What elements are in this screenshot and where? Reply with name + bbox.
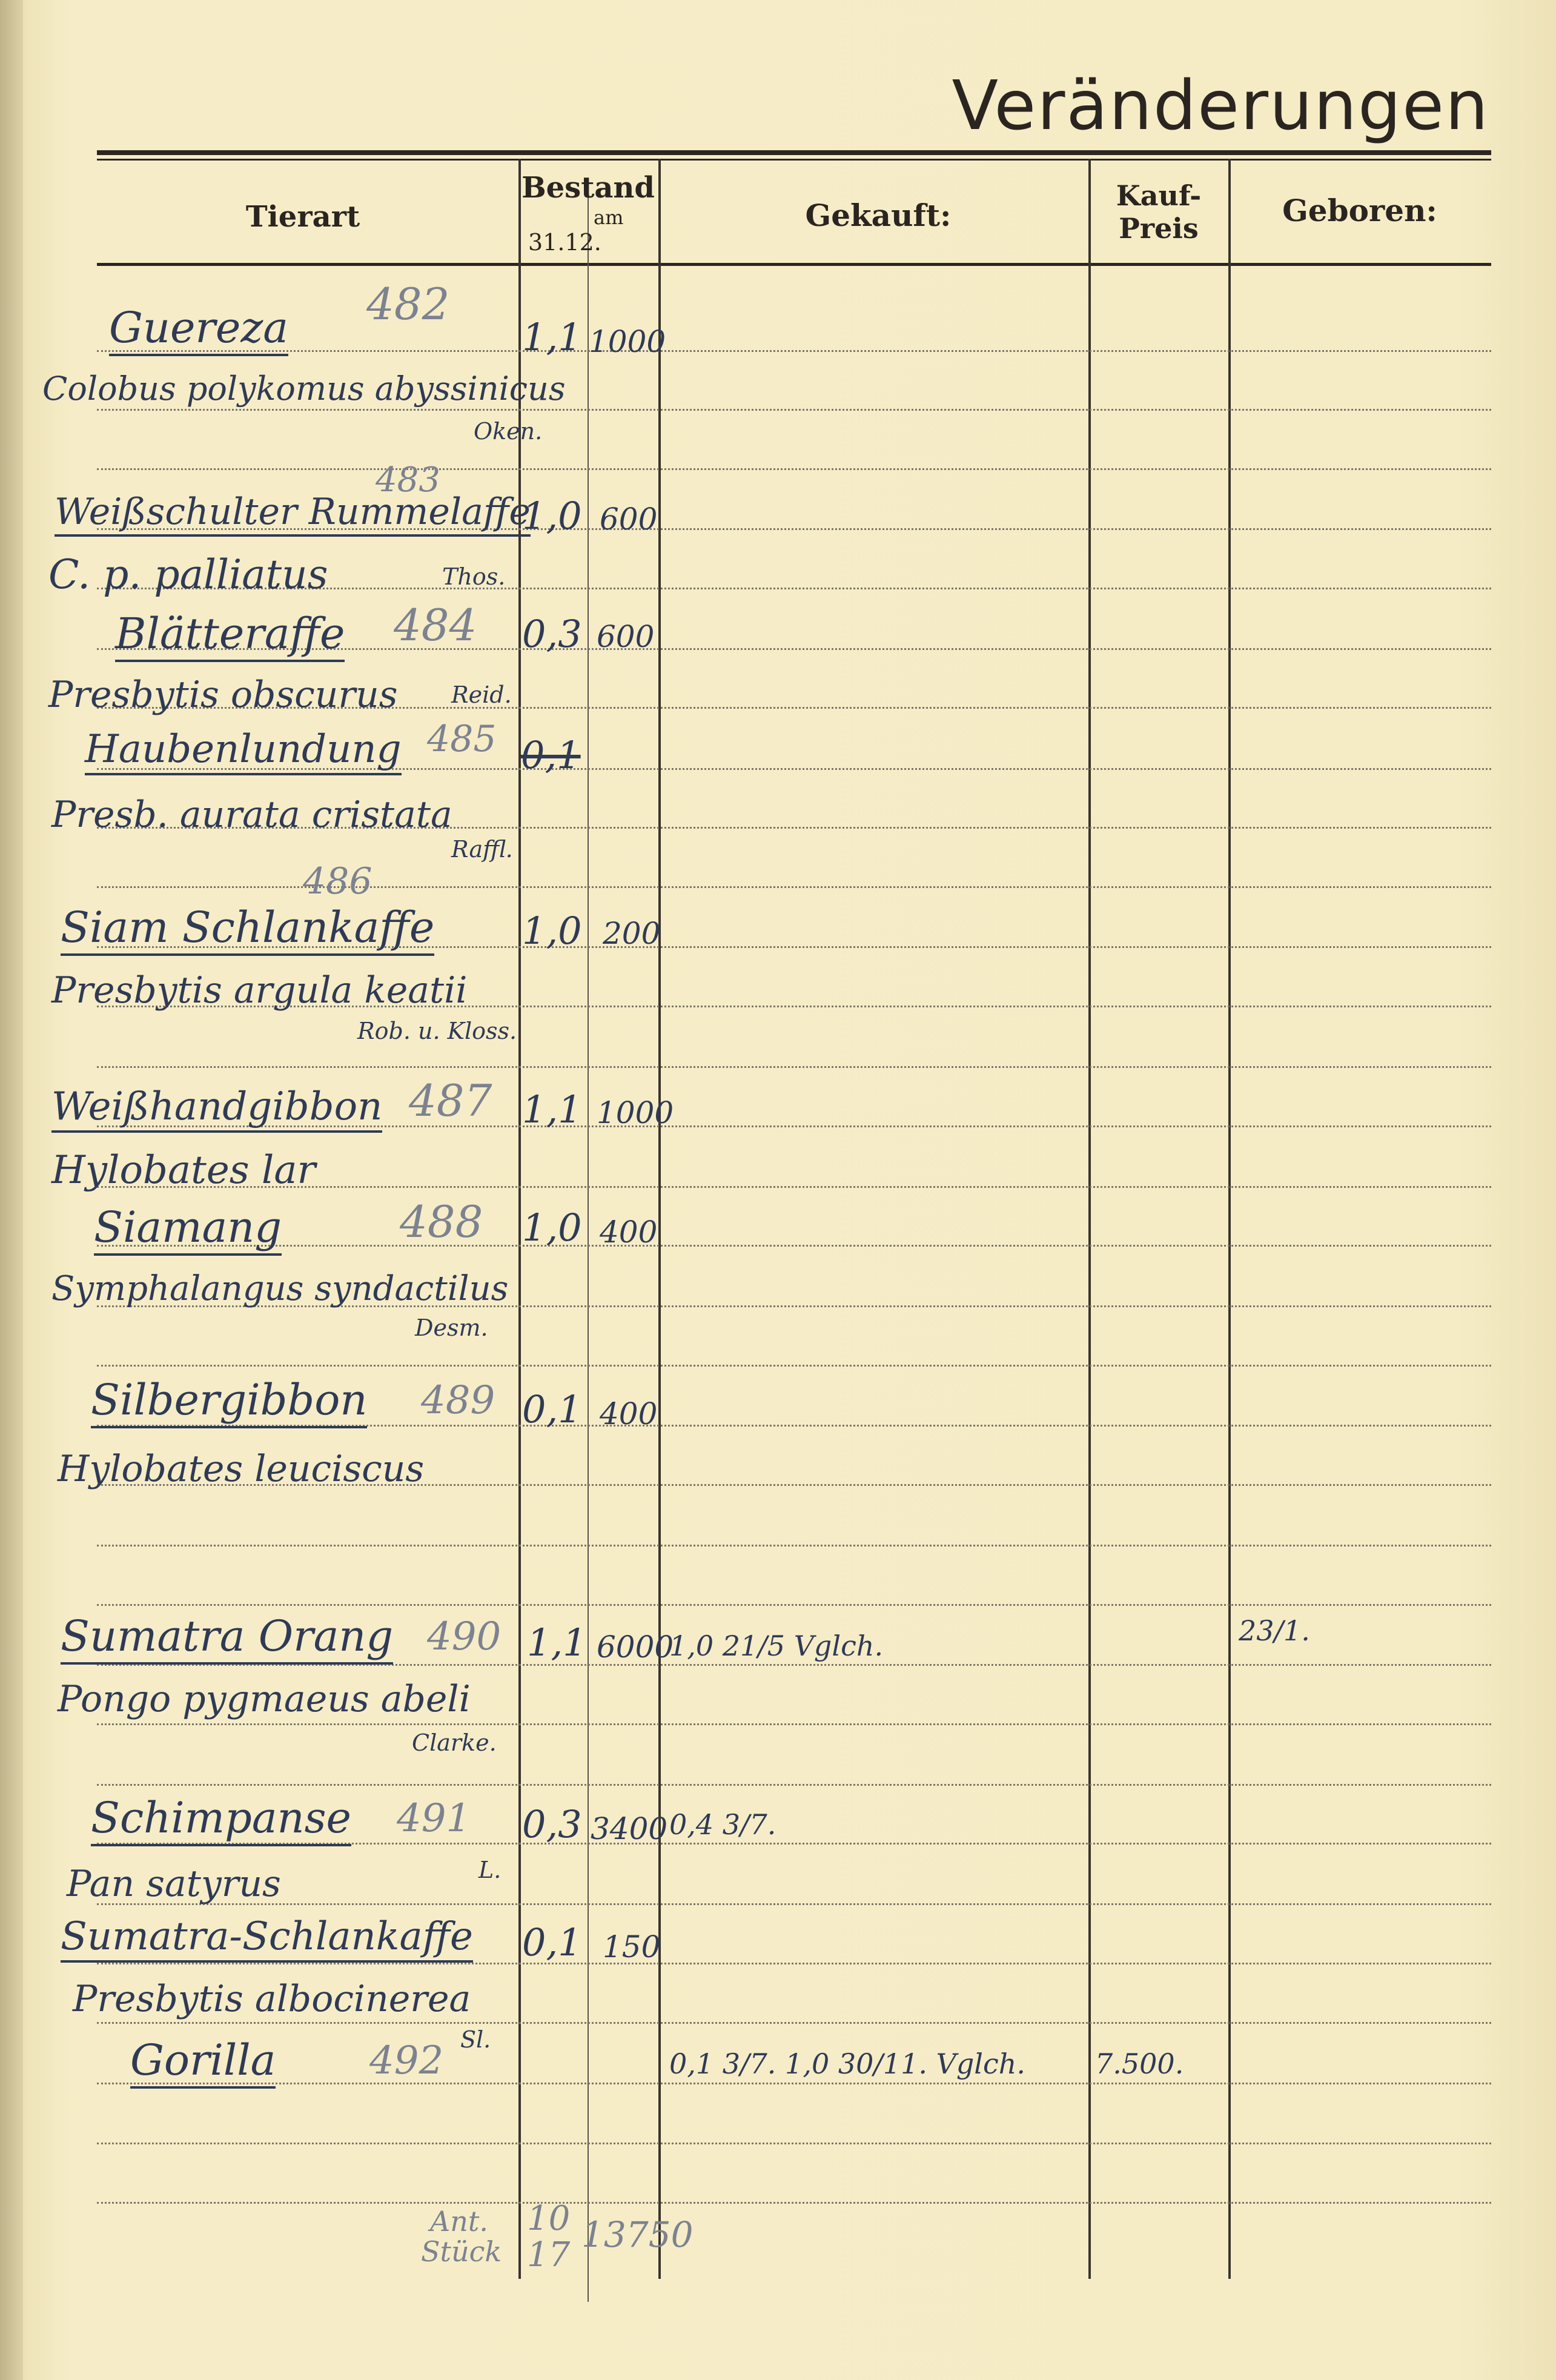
header-kaufpreis-1: Kauf- xyxy=(1116,179,1202,212)
entry-count: 1,1 xyxy=(522,1087,582,1132)
row-line xyxy=(97,1604,1491,1606)
row-line xyxy=(97,2022,1491,2024)
row-line xyxy=(97,350,1491,352)
row-line xyxy=(97,1784,1491,1786)
entry-name: Gorilla xyxy=(130,2035,276,2089)
header-top-rule xyxy=(97,150,1491,155)
entry-number: 491 xyxy=(397,1796,471,1841)
total-label-1: Ant. xyxy=(430,2205,488,2238)
entry-number: 485 xyxy=(427,718,497,760)
header-tierart: Tierart xyxy=(245,200,360,234)
entry-scientific-name: Colobus polykomus abyssinicus xyxy=(42,370,566,408)
entry-name: Siam Schlankaffe xyxy=(61,903,434,956)
entry-count: 1,1 xyxy=(522,315,582,359)
entry-gekauft: 0,1 3/7. 1,0 30/11. Vglch. xyxy=(669,2047,1026,2080)
entry-value: 400 xyxy=(600,1215,658,1250)
total-label-2: Stück xyxy=(421,2235,502,2268)
entry-geboren: 23/1. xyxy=(1239,1614,1310,1647)
entry-author: Sl. xyxy=(460,2026,491,2053)
entry-number: 490 xyxy=(427,1614,502,1659)
entry-name: Haubenlundung xyxy=(85,727,402,775)
col-line-tierart xyxy=(518,159,521,2279)
entry-number: 488 xyxy=(400,1196,483,1247)
entry-name: Guereza xyxy=(109,303,288,356)
entry-author: Reid. xyxy=(451,681,512,708)
entry-name: Weißschulter Rummelaffe xyxy=(55,491,531,537)
page-title: Veränderungen xyxy=(952,67,1489,145)
entry-name: Schimpanse xyxy=(91,1793,351,1846)
entry-count: 0,1 xyxy=(521,733,581,777)
entry-name: Silbergibbon xyxy=(91,1375,367,1428)
row-line xyxy=(97,1963,1491,1964)
col-line-kaufpreis xyxy=(1228,159,1231,2279)
book-binding xyxy=(0,0,23,2380)
col-line-bestand-mid xyxy=(588,182,589,2302)
entry-count: 1,0 xyxy=(522,1205,582,1250)
entry-scientific-name: Pongo pygmaeus abeli xyxy=(58,1678,471,1720)
entry-number: 492 xyxy=(369,2038,444,2083)
entry-number: 482 xyxy=(366,279,450,330)
row-line xyxy=(97,1545,1491,1546)
entry-count: 1,0 xyxy=(522,494,582,538)
entry-count: 0,1 xyxy=(522,1387,582,1431)
header-top-rule-2 xyxy=(97,159,1491,161)
entry-gekauft: 1,0 21/5 Vglch. xyxy=(669,1629,884,1662)
entry-value: 600 xyxy=(600,502,658,537)
entry-author: Desm. xyxy=(415,1314,488,1341)
entry-name: Siamang xyxy=(94,1202,282,1256)
total-count-1: 10 xyxy=(527,2199,571,2238)
entry-scientific-name: C. p. palliatus xyxy=(48,551,328,598)
entry-author: Rob. u. Kloss. xyxy=(357,1018,517,1044)
header-gekauft: Gekauft: xyxy=(805,197,952,233)
entry-author: L. xyxy=(478,1857,502,1883)
entry-scientific-name: Presbytis argula keatii xyxy=(51,969,468,1012)
entry-number: 483 xyxy=(376,460,440,500)
entry-count: 1,0 xyxy=(522,909,582,953)
row-line xyxy=(97,2202,1491,2204)
entry-number: 489 xyxy=(421,1378,495,1423)
entry-author: Clarke. xyxy=(412,1729,497,1756)
col-line-gekauft xyxy=(1088,159,1091,2279)
entry-name: Weißhandgibbon xyxy=(51,1084,382,1133)
entry-scientific-name: Presbytis obscurus xyxy=(48,674,398,716)
entry-name: Blätteraffe xyxy=(115,609,345,662)
row-line xyxy=(97,2143,1491,2144)
entry-value: 150 xyxy=(603,1929,661,1964)
entry-scientific-name: Presbytis albocinerea xyxy=(73,1978,471,2020)
row-line xyxy=(97,468,1491,470)
header-kaufpreis-2: Preis xyxy=(1119,212,1199,245)
entry-scientific-name: Pan satyrus xyxy=(67,1863,281,1905)
entry-count: 0,3 xyxy=(522,1802,582,1846)
total-count-2: 17 xyxy=(527,2235,571,2275)
header-geboren: Geboren: xyxy=(1282,193,1437,228)
row-line xyxy=(97,1365,1491,1367)
header-bestand: Bestand xyxy=(521,171,655,205)
entry-number: 484 xyxy=(394,600,477,651)
entry-scientific-name: Hylobates leuciscus xyxy=(58,1448,425,1490)
entry-value: 1000 xyxy=(589,324,666,359)
entry-author: Oken. xyxy=(474,418,543,445)
row-line xyxy=(97,1903,1491,1905)
row-line xyxy=(97,1245,1491,1247)
entry-count: 1,1 xyxy=(527,1620,587,1665)
total-value: 13750 xyxy=(581,2214,694,2255)
entry-gekauft: 0,4 3/7. xyxy=(669,1808,776,1841)
entry-name: Sumatra-Schlankaffe xyxy=(61,1914,473,1963)
entry-value: 200 xyxy=(603,916,661,951)
entry-number: 487 xyxy=(409,1075,492,1126)
row-line xyxy=(97,409,1491,411)
entry-number: 486 xyxy=(303,860,372,903)
entry-name: Sumatra Orang xyxy=(61,1611,393,1665)
header-bestand-date: 31.12. xyxy=(528,229,601,256)
entry-scientific-name: Hylobates lar xyxy=(51,1148,316,1193)
entry-author: Raffl. xyxy=(451,836,513,863)
entry-value: 3400 xyxy=(591,1811,668,1846)
entry-value: 1000 xyxy=(597,1095,674,1130)
row-line xyxy=(97,2083,1491,2084)
entry-value: 400 xyxy=(600,1396,658,1431)
entry-value: 6000 xyxy=(597,1629,674,1665)
entry-kaufpreis: 7.500. xyxy=(1095,2047,1184,2080)
header-bottom-rule xyxy=(97,263,1491,266)
row-line xyxy=(97,1066,1491,1068)
entry-author: Thos. xyxy=(442,563,506,590)
entry-count: 0,3 xyxy=(522,612,582,656)
entry-value: 600 xyxy=(597,619,655,654)
row-line xyxy=(97,1723,1491,1725)
entry-scientific-name: Presb. aurata cristata xyxy=(51,794,452,836)
entry-scientific-name: Symphalangus syndactilus xyxy=(51,1269,509,1308)
entry-count: 0,1 xyxy=(522,1920,582,1964)
header-bestand-am: am xyxy=(594,206,624,229)
